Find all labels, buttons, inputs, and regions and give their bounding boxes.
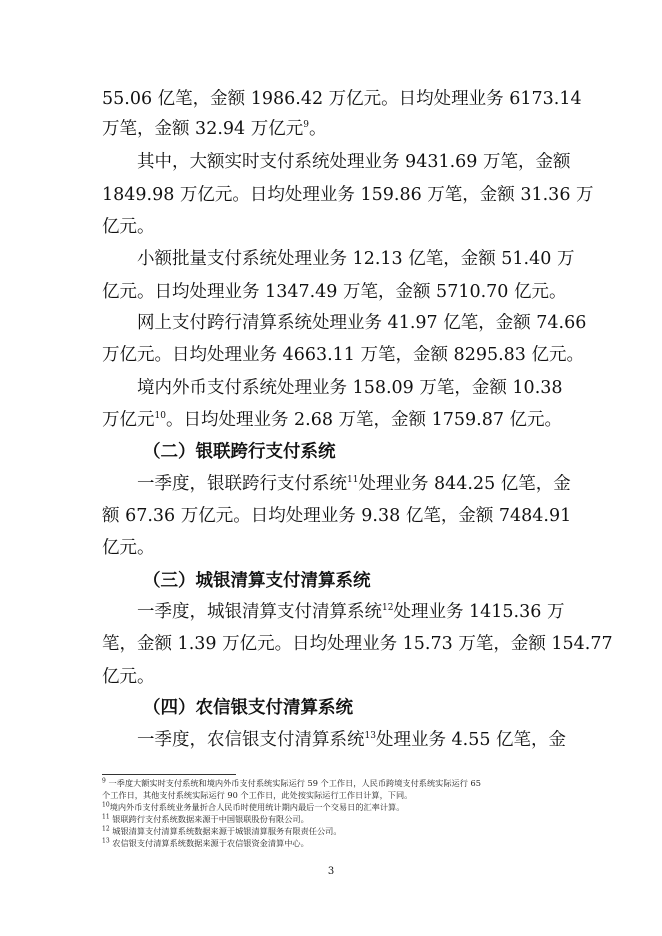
body-line: 小额批量支付系统处理业务 12.13 亿笔，金额 51.40 万 — [137, 249, 575, 269]
text-run: 。日均处理业务 2.68 万笔，金额 1759.87 亿元。 — [165, 410, 563, 430]
body-line — [102, 409, 562, 431]
footnote-9-cont: 个工作日，其他支付系统实际运行 90 个工作日，此处按实际运行工作日计算，下同。 — [102, 790, 413, 800]
footnote-ref-10[interactable]: 10 — [154, 411, 166, 422]
body-line — [102, 118, 326, 140]
footnote-text: 一季度大额实时支付系统和境内外币支付系统实际运行 59 个工作日，人民币跨境支付系统实际运行 65 — [108, 778, 481, 788]
body-line: 笔，金额 1.39 万亿元。日均处理业务 15.73 万笔，金额 154.77 — [102, 634, 613, 654]
footnote-11 — [102, 814, 309, 825]
body-line: 境内外币支付系统处理业务 158.09 万笔，金额 10.38 — [137, 378, 563, 398]
footnote-10 — [102, 802, 404, 813]
footnote-12 — [102, 826, 342, 837]
footnote-text: 城银清算支付清算系统数据来源于城银清算服务有限责任公司。 — [112, 826, 342, 836]
footnote-marker: 9 — [102, 777, 106, 785]
text-run: 万亿元 — [102, 410, 155, 430]
body-line: 1849.98 万亿元。日均处理业务 159.86 万笔，金额 31.36 万 — [102, 185, 594, 205]
footnote-ref-12[interactable]: 12 — [382, 603, 394, 614]
footnote-9 — [102, 778, 481, 789]
text-run: 一季度，城银清算支付清算系统 — [137, 602, 382, 622]
footnote-13 — [102, 838, 309, 849]
body-line — [137, 729, 566, 751]
body-line — [137, 601, 564, 623]
body-line: 亿元。 — [102, 217, 155, 237]
body-line: 万亿元。日均处理业务 4663.11 万笔，金额 8295.83 亿元。 — [102, 345, 584, 365]
section-heading-3: （三）城银清算支付清算系统 — [143, 571, 371, 591]
body-line: 额 67.36 万亿元。日均处理业务 9.38 亿笔，金额 7484.91 — [102, 506, 572, 526]
body-line: 55.06 亿笔，金额 1986.42 万亿元。日均处理业务 6173.14 — [102, 89, 582, 109]
footnote-divider — [102, 774, 236, 775]
body-line: 亿元。 — [102, 538, 155, 558]
body-line: 网上支付跨行清算系统处理业务 41.97 亿笔，金额 74.66 — [137, 313, 587, 333]
footnote-text: 农信银支付清算系统数据来源于农信银资金清算中心。 — [112, 838, 309, 848]
body-line: 其中，大额实时支付系统处理业务 9431.69 万笔，金额 — [137, 152, 571, 172]
text-run: 一季度，银联跨行支付系统 — [137, 474, 347, 494]
text-run: 处理业务 4.55 亿笔，金 — [375, 730, 567, 750]
section-heading-4: （四）农信银支付清算系统 — [143, 698, 353, 718]
text-run: 万笔，金额 32.94 万亿元 — [102, 119, 304, 139]
footnote-marker: 11 — [102, 813, 110, 821]
footnote-text: 银联跨行支付系统数据来源于中国银联股份有限公司。 — [112, 814, 309, 824]
footnote-ref-11[interactable]: 11 — [347, 475, 359, 486]
text-run: 。 — [308, 119, 327, 139]
page-number: 3 — [327, 866, 335, 877]
text-run: 一季度，农信银支付清算系统 — [137, 730, 365, 750]
footnote-marker: 12 — [102, 825, 110, 833]
text-run: 处理业务 844.25 亿笔，金 — [358, 474, 571, 494]
footnote-marker: 13 — [102, 837, 110, 845]
footnote-ref-13[interactable]: 13 — [364, 731, 376, 742]
body-line: 亿元。日均处理业务 1347.49 万笔，金额 5710.70 亿元。 — [102, 282, 567, 302]
text-run: 处理业务 1415.36 万 — [393, 602, 565, 622]
body-line: 亿元。 — [102, 667, 155, 687]
footnote-marker: 10 — [102, 801, 110, 809]
footnote-ref-9[interactable]: 9 — [303, 120, 309, 131]
section-heading-2: （二）银联跨行支付系统 — [143, 442, 336, 462]
body-line — [137, 473, 571, 495]
footnote-text: 境内外币支付系统业务量折合人民币时使用统计期内最后一个交易日的汇率计算。 — [109, 802, 405, 812]
